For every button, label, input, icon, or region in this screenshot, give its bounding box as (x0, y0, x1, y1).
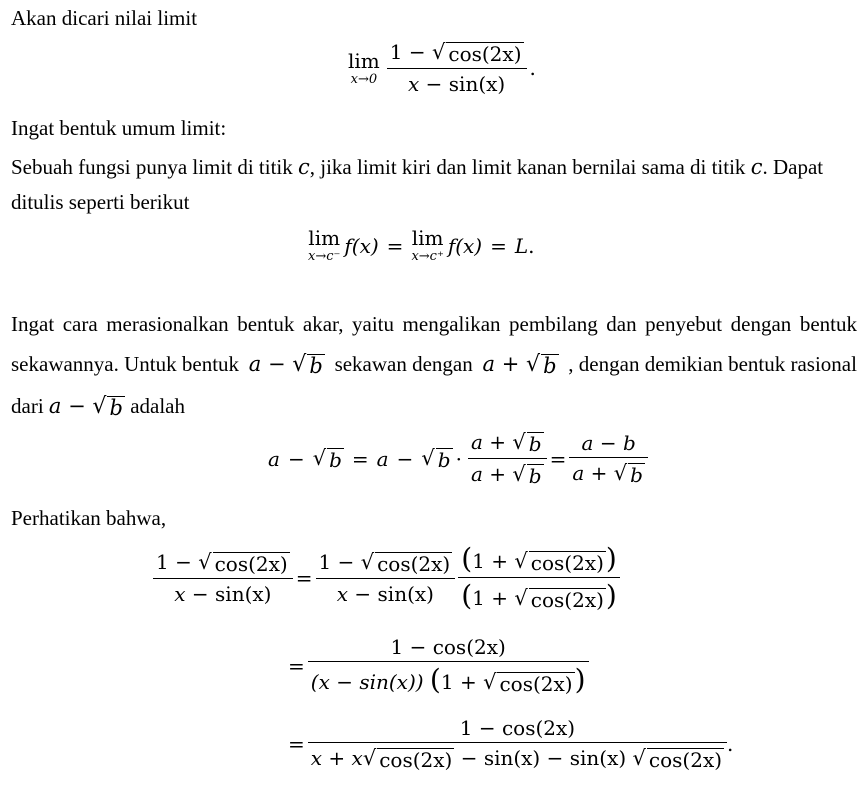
rationalize-line3: dari a − √ b adalah (11, 394, 185, 420)
rationalize-line2: sekawannya. Untuk bentuk a − √ b sekawan dengan a + √ b , dengan demikian bentuk rasional (11, 352, 857, 378)
lim-left: lim x→c⁻ (308, 226, 341, 264)
equation-step1: 1 − √ cos(2x) x − sin(x) = 1 − √ cos(2x) x − sin(x) (1 + √ cos(2x) ) (1 + √ cos(2x) ) (150, 546, 623, 610)
equation-step3: = 1 − cos(2x) x + x √ cos(2x) − sin(x) − sin(x) √ cos(2x) . (288, 716, 734, 772)
equation-step2: = 1 − cos(2x) (x − sin(x)) (1 + √ cos(2x) ) (288, 637, 592, 694)
equation-rationalize: a − √ b = a − √ b · a + √ b a + √ b = a − b a + √ b (268, 432, 651, 486)
note-text: Perhatikan bahwa, (11, 506, 167, 530)
lim-right: lim x→c⁺ (411, 226, 444, 264)
rationalize-line1: Ingat cara merasionalkan bentuk akar, yaitu mengalikan pembilang dan penyebut dengan bentuk (11, 312, 857, 336)
lim-operator: lim x→0 (348, 48, 380, 87)
equation-limit-definition: lim x→c⁻ f(x) = lim x→c⁺ f(x) = L . (308, 226, 535, 264)
limit-definition-line2: ditulis seperti berikut (11, 190, 190, 214)
fraction: 1 − √ cos(2x) x − sin(x) (387, 42, 527, 94)
recall-limit-text: Ingat bentuk umum limit: (11, 116, 227, 140)
equation-main-limit: lim x→0 1 − √ cos(2x) x − sin(x) . (348, 40, 536, 96)
intro-text: Akan dicari nilai limit (11, 6, 198, 30)
limit-definition-line1: Sebuah fungsi punya limit di titik c, jika limit kiri dan limit kanan bernilai sama di titik c. Dapat (11, 155, 824, 179)
